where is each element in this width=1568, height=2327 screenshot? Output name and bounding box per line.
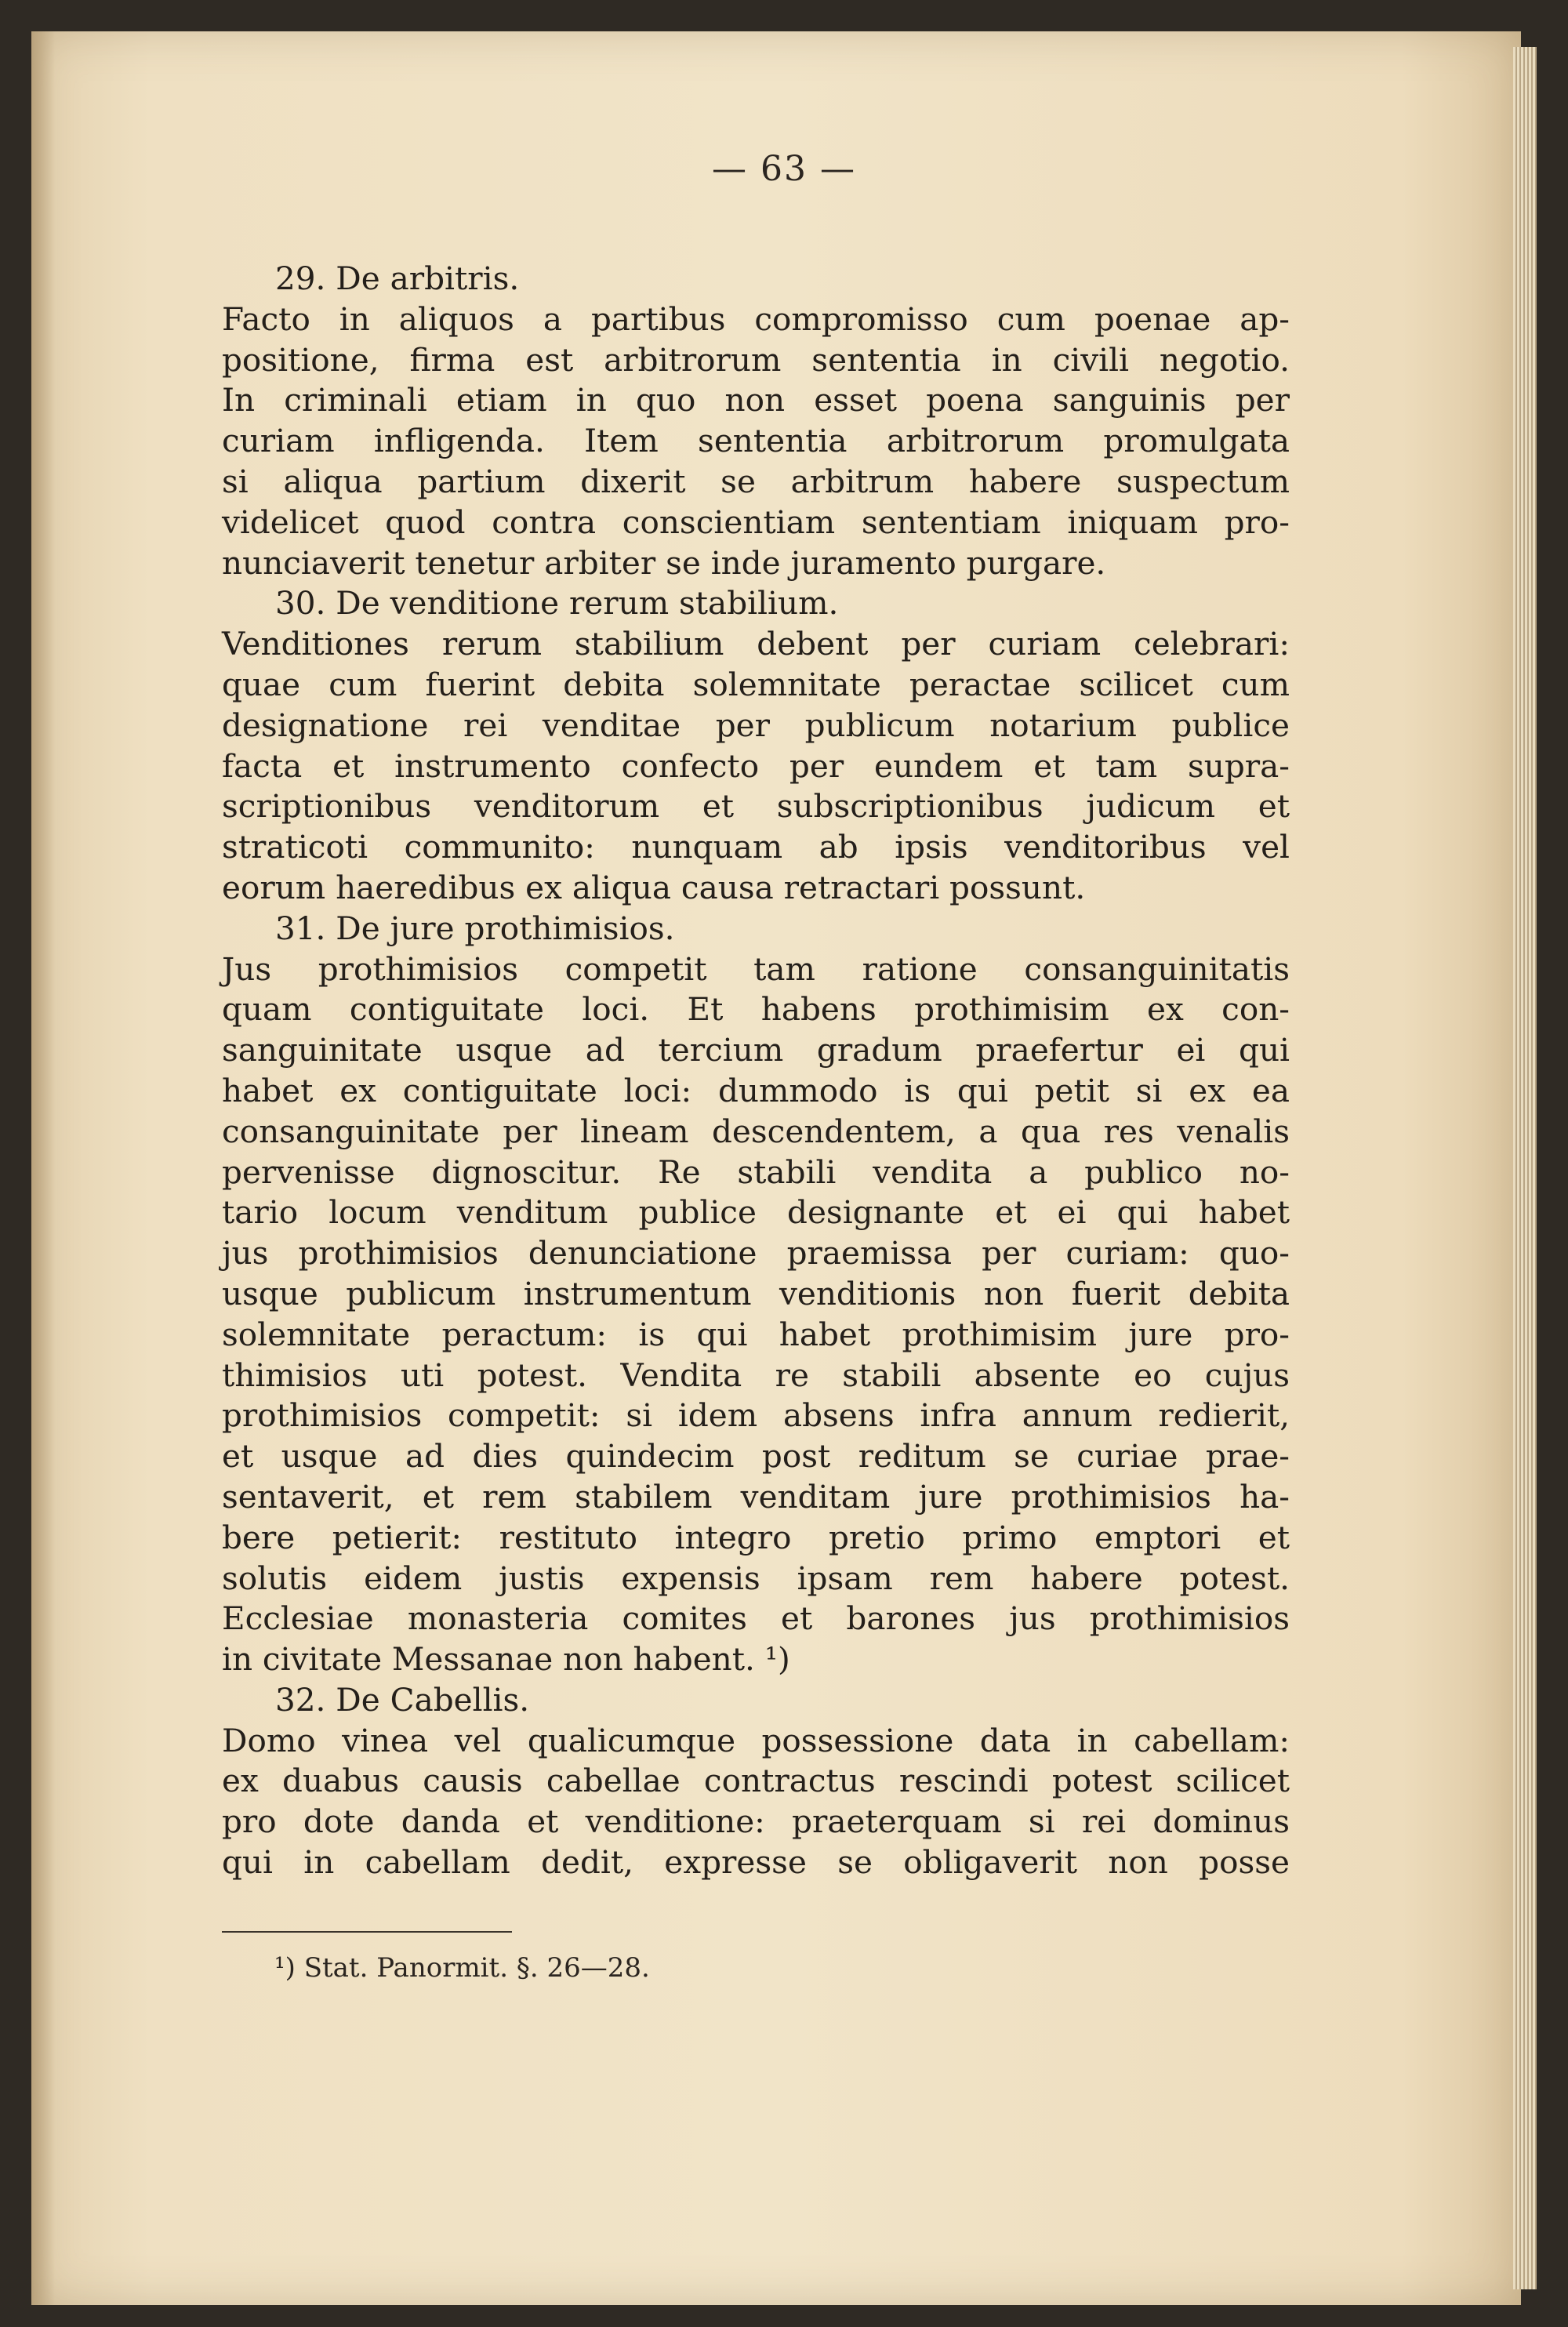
text-line: pervenisse dignoscitur. Re stabili vendita a publico no- xyxy=(222,1153,1290,1191)
text-line: ex duabus causis cabellae contractus rescindi potest scilicet xyxy=(222,1762,1290,1800)
page-number-header: — 63 — xyxy=(712,149,856,189)
text-line: Venditiones rerum stabilium debent per curiam celebrari: xyxy=(222,625,1290,663)
text-line: pro dote danda et venditione: praeterquam si rei dominus xyxy=(222,1802,1290,1841)
text-line: Jus prothimisios competit tam ratione consanguinitatis xyxy=(222,949,1290,988)
text-line: et usque ad dies quindecim post reditum se curiae prae- xyxy=(222,1437,1290,1476)
text-line: straticoti communito: nunquam ab ipsis venditoribus vel xyxy=(222,828,1290,866)
text-line: thimisios uti potest. Vendita re stabili absente eo cujus xyxy=(222,1356,1290,1394)
text-line: Facto in aliquos a partibus compromisso cum poenae ap- xyxy=(222,299,1290,338)
text-line: nunciaverit tenetur arbiter se inde juramento purgare. xyxy=(222,543,1106,582)
text-line: jus prothimisios denunciatione praemissa per curiam: quo- xyxy=(222,1234,1290,1272)
section-heading: 29. De arbitris. xyxy=(275,260,520,297)
text-line: Domo vinea vel qualicumque possessione data in cabellam: xyxy=(222,1721,1290,1759)
text-line: facta et instrumento confecto per eundem et tam supra- xyxy=(222,746,1290,785)
footnote-divider xyxy=(222,1931,512,1933)
text-line: qui in cabellam dedit, expresse se obligaverit non posse xyxy=(222,1843,1290,1882)
text-line: In criminali etiam in quo non esset poena sanguinis per xyxy=(222,381,1290,419)
section-heading: 32. De Cabellis. xyxy=(275,1680,530,1719)
text-line: consanguinitate per lineam descendentem, a qua res venalis xyxy=(222,1112,1290,1150)
text-line: si aliqua partium dixerit se arbitrum habere suspectum xyxy=(222,462,1290,500)
page-edges xyxy=(1513,47,1537,2289)
text-line: designatione rei venditae per publicum notarium publice xyxy=(222,706,1290,744)
text-line: solemnitate peractum: is qui habet prothimisim jure pro- xyxy=(222,1315,1290,1353)
section-heading: 30. De venditione rerum stabilium. xyxy=(275,584,839,623)
text-line: bere petierit: restituto integro pretio primo emptori et xyxy=(222,1518,1290,1556)
text-line: Ecclesiae monasteria comites et barones jus prothimisios xyxy=(222,1599,1290,1638)
text-line: sanguinitate usque ad tercium gradum praefertur ei qui xyxy=(222,1031,1290,1069)
text-line: eorum haeredibus ex aliqua causa retractari possunt. xyxy=(222,868,1086,906)
text-line: solutis eidem justis expensis ipsam rem habere potest. xyxy=(222,1559,1290,1597)
body-text xyxy=(222,259,1290,1883)
text-line: videlicet quod contra conscientiam sententiam iniquam pro- xyxy=(222,503,1290,541)
page-gutter-shadow xyxy=(31,31,55,2305)
footnote: ¹) Stat. Panormit. §. 26—28. xyxy=(274,1952,650,1984)
text-line: usque publicum instrumentum venditionis non fuerit debita xyxy=(222,1274,1290,1312)
text-line: curiam infligenda. Item sententia arbitrorum promulgata xyxy=(222,422,1290,460)
text-line: tario locum venditum publice designante et ei qui habet xyxy=(222,1193,1290,1232)
text-line: habet ex contiguitate loci: dummodo is qui petit si ex ea xyxy=(222,1071,1290,1109)
text-line: quam contiguitate loci. Et habens prothimisim ex con- xyxy=(222,990,1290,1029)
section-heading: 31. De jure prothimisios. xyxy=(275,909,675,947)
text-line: positione, firma est arbitrorum sententia in civili negotio. xyxy=(222,340,1290,379)
text-line: sentaverit, et rem stabilem venditam jure prothimisios ha- xyxy=(222,1477,1290,1516)
text-line: quae cum fuerint debita solemnitate peractae scilicet cum xyxy=(222,665,1290,703)
text-line: scriptionibus venditorum et subscriptionibus judicum et xyxy=(222,787,1290,826)
text-line-with-footnote-ref: in civitate Messanae non habent. ¹) xyxy=(222,1640,790,1679)
text-line: prothimisios competit: si idem absens infra annum redierit, xyxy=(222,1396,1290,1435)
